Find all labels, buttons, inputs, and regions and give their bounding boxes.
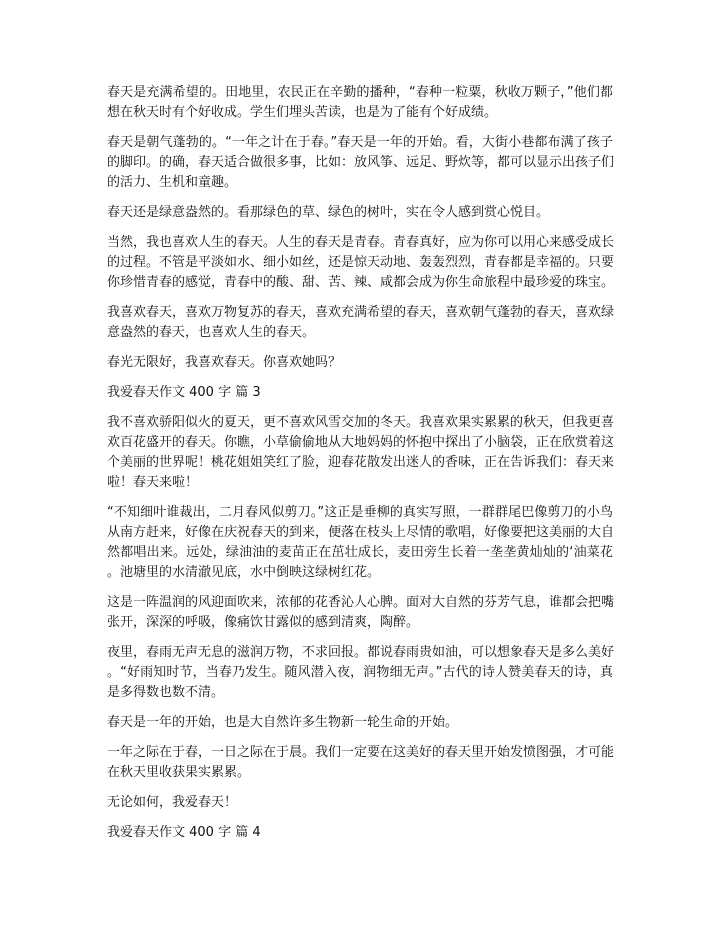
text-line: 春天是充满希望的。田地里，农民正在辛勤的播种，“春种一粒粟，秋收万颗子，”他们都 xyxy=(107,85,613,100)
text-line: 春光无限好，我喜欢春天。你喜欢她吗？ xyxy=(107,355,342,370)
text-line: 张开，深深的呼吸，像痛饮甘露似的感到清爽，陶醉。 xyxy=(107,615,420,630)
text-line: 的脚印。的确，春天适合做很多事，比如：放风筝、远足、野炊等，都可以显示出孩子们 xyxy=(107,155,615,170)
text-line: 意盎然的春天，也喜欢人生的春天。 xyxy=(107,325,316,340)
text-line: 是多得数也数不清。 xyxy=(107,685,225,700)
text-line: 无论如何，我爱春天！ xyxy=(107,795,238,810)
text-line: 我喜欢春天，喜欢万物复苏的春天，喜欢充满希望的春天，喜欢朝气蓬勃的春天，喜欢绿 xyxy=(107,305,615,320)
text-line: 我爱春天作文 400 字 篇 3 xyxy=(107,385,261,400)
text-line: 春天是朝气蓬勃的。“一年之计在于春。”春天是一年的开始。看，大街小巷都布满了孩子 xyxy=(107,135,613,150)
text-line: 这是一阵温润的风迎面吹来，浓郁的花香沁人心脾。面对大自然的芬芳气息，谁都会把嘴 xyxy=(107,595,615,610)
text-line: 春天还是绿意盎然的。看那绿色的草、绿色的树叶，实在令人感到赏心悦目。 xyxy=(107,205,550,220)
text-line: 从南方赶来，好像在庆祝春天的到来，便落在枝头上尽情的歌唱，好像要把这美丽的大自 xyxy=(107,525,615,540)
paragraph xyxy=(107,593,613,633)
text-line: 一年之际在于春，一日之际在于晨。我们一定要在这美好的春天里开始发愤图强，才可能 xyxy=(107,745,615,760)
text-line: 然都唱出来。远处，绿油油的麦苗正在茁壮成长，麦田旁生长着一垄垄黄灿灿的‘油菜花 xyxy=(107,545,613,560)
paragraph xyxy=(107,83,613,123)
text-line: 欢百花盛开的春天。你瞧，小草偷偷地从大地妈妈的怀抱中探出了小脑袋，正在欣赏着这 xyxy=(107,435,615,450)
text-line: 我不喜欢骄阳似火的夏天，更不喜欢风雪交加的冬天。我喜欢果实累累的秋天，但我更喜 xyxy=(107,415,615,430)
paragraph xyxy=(107,503,613,583)
text-line: 。池塘里的水清澈见底，水中倒映这绿树红花。 xyxy=(107,565,381,580)
text-line: 想在秋天时有个好收成。学生们埋头苦读，也是为了能有个好成绩。 xyxy=(107,105,498,120)
document-body xyxy=(107,83,613,853)
paragraph xyxy=(107,203,613,223)
paragraph xyxy=(107,133,613,193)
text-line: 的活力、生机和童趣。 xyxy=(107,175,238,190)
text-line: 。“好雨知时节，当春乃发生。随风潜入夜，润物细无声。”古代的诗人赞美春天的诗，真 xyxy=(107,665,613,680)
text-line: 春天是一年的开始，也是大自然许多生物新一轮生命的开始。 xyxy=(107,715,459,730)
section-heading xyxy=(107,823,613,843)
paragraph xyxy=(107,303,613,343)
text-line: “不知细叶谁裁出，二月春风似剪刀。”这正是垂柳的真实写照，一群群尾巴像剪刀的小鸟 xyxy=(107,505,613,520)
paragraph xyxy=(107,233,613,293)
text-line: 夜里，春雨无声无息的滋润万物，不求回报。都说春雨贵如油，可以想象春天是多么美好 xyxy=(107,645,615,660)
text-line: 我爱春天作文 400 字 篇 4 xyxy=(107,825,261,840)
paragraph xyxy=(107,643,613,703)
text-line: 啦！春天来啦！ xyxy=(107,475,199,490)
text-line: 个美丽的世界呢！桃花姐姐笑红了脸，迎春花散发出迷人的香味，正在告诉我们：春天来 xyxy=(107,455,615,470)
paragraph xyxy=(107,793,613,813)
paragraph xyxy=(107,713,613,733)
paragraph xyxy=(107,743,613,783)
text-line: 在秋天里收获果实累累。 xyxy=(107,765,251,780)
section-heading xyxy=(107,383,613,403)
text-line: 当然，我也喜欢人生的春天。人生的春天是青春。青春真好，应为你可以用心来感受成长 xyxy=(107,235,615,250)
text-line: 你珍惜青春的感觉，青春中的酸、甜、苦、辣、咸都会成为你生命旅程中最珍爱的珠宝。 xyxy=(107,275,615,290)
paragraph xyxy=(107,413,613,493)
paragraph xyxy=(107,353,613,373)
text-line: 的过程。不管是平淡如水、细小如丝，还是惊天动地、轰轰烈烈，青春都是幸福的。只要 xyxy=(107,255,615,270)
